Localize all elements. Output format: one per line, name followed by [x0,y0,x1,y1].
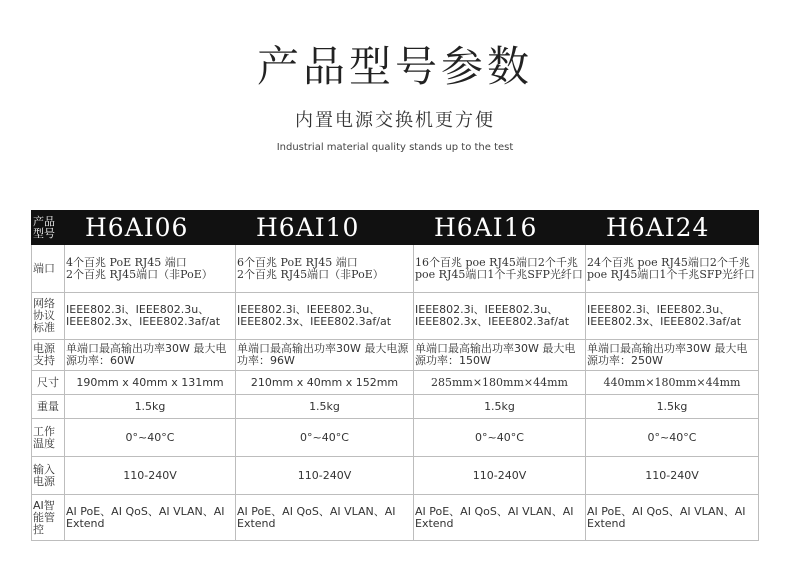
row-label: 尺寸 [32,371,65,395]
table-cell: 24个百兆 poe RJ45端口2个千兆 poe RJ45端口1个千兆SFP光纤口 [586,245,759,293]
table-row [32,371,759,395]
page-tagline: Industrial material quality stands up to the test [276,142,514,153]
table-row [32,495,759,541]
table-cell: 0°~40°C [65,419,236,457]
table-cell: 285mm×180mm×44mm [414,371,586,395]
model-name: H6AI16 [414,211,586,245]
table-cell: 6个百兆 PoE RJ45 端口 2个百兆 RJ45端口（非PoE） [236,245,414,293]
table-cell: IEEE802.3i、IEEE802.3u、IEEE802.3x、IEEE802.3af/at [236,293,414,340]
table-cell: AI PoE、AI QoS、AI VLAN、AI Extend [65,495,236,541]
table-cell: 190mm x 40mm x 131mm [65,371,236,395]
model-name: H6AI06 [65,211,236,245]
row-label: 端口 [32,245,65,293]
table-cell: 单端口最高输出功率30W 最大电源功率：250W [586,340,759,371]
table-cell: IEEE802.3i、IEEE802.3u、IEEE802.3x、IEEE802.3af/at [414,293,586,340]
table-cell: 1.5kg [236,395,414,419]
table-row [32,419,759,457]
table-cell: 1.5kg [586,395,759,419]
model-name: H6AI10 [236,211,414,245]
table-row [32,293,759,340]
table-cell: 0°~40°C [236,419,414,457]
table-cell: AI PoE、AI QoS、AI VLAN、AI Extend [586,495,759,541]
page-subtitle: 内置电源交换机更方便 [295,110,495,131]
table-row [32,457,759,495]
row-label: 重量 [32,395,65,419]
model-name: H6AI24 [586,211,759,245]
row-label: AI智能管控 [32,495,65,541]
table-cell: 0°~40°C [586,419,759,457]
table-cell: 440mm×180mm×44mm [586,371,759,395]
table-cell: AI PoE、AI QoS、AI VLAN、AI Extend [414,495,586,541]
row-label: 工作温度 [32,419,65,457]
table-cell: 单端口最高输出功率30W 最大电源功率：96W [236,340,414,371]
table-cell: AI PoE、AI QoS、AI VLAN、AI Extend [236,495,414,541]
table-cell: 210mm x 40mm x 152mm [236,371,414,395]
row-label: 电源支持 [32,340,65,371]
table-cell: 110-240V [236,457,414,495]
table-cell: 1.5kg [414,395,586,419]
table-row [32,340,759,371]
table-cell: IEEE802.3i、IEEE802.3u、IEEE802.3x、IEEE802.3af/at [65,293,236,340]
table-cell: 110-240V [414,457,586,495]
spec-table [31,210,759,541]
page-title: 产品型号参数 [256,42,533,91]
row-label: 输入电源 [32,457,65,495]
table-cell: 16个百兆 poe RJ45端口2个千兆 poe RJ45端口1个千兆SFP光纤口 [414,245,586,293]
table-cell: 110-240V [586,457,759,495]
table-cell: 1.5kg [65,395,236,419]
table-cell: 0°~40°C [414,419,586,457]
table-cell: 110-240V [65,457,236,495]
table-header-row [32,211,759,245]
table-cell: 单端口最高输出功率30W 最大电源功率：150W [414,340,586,371]
table-cell: 4个百兆 PoE RJ45 端口 2个百兆 RJ45端口（非PoE） [65,245,236,293]
table-cell: 单端口最高输出功率30W 最大电源功率：60W [65,340,236,371]
table-row [32,395,759,419]
corner-label: 产品型号 [32,211,65,245]
table-row [32,245,759,293]
row-label: 网络协议标准 [32,293,65,340]
table-cell: IEEE802.3i、IEEE802.3u、IEEE802.3x、IEEE802.3af/at [586,293,759,340]
